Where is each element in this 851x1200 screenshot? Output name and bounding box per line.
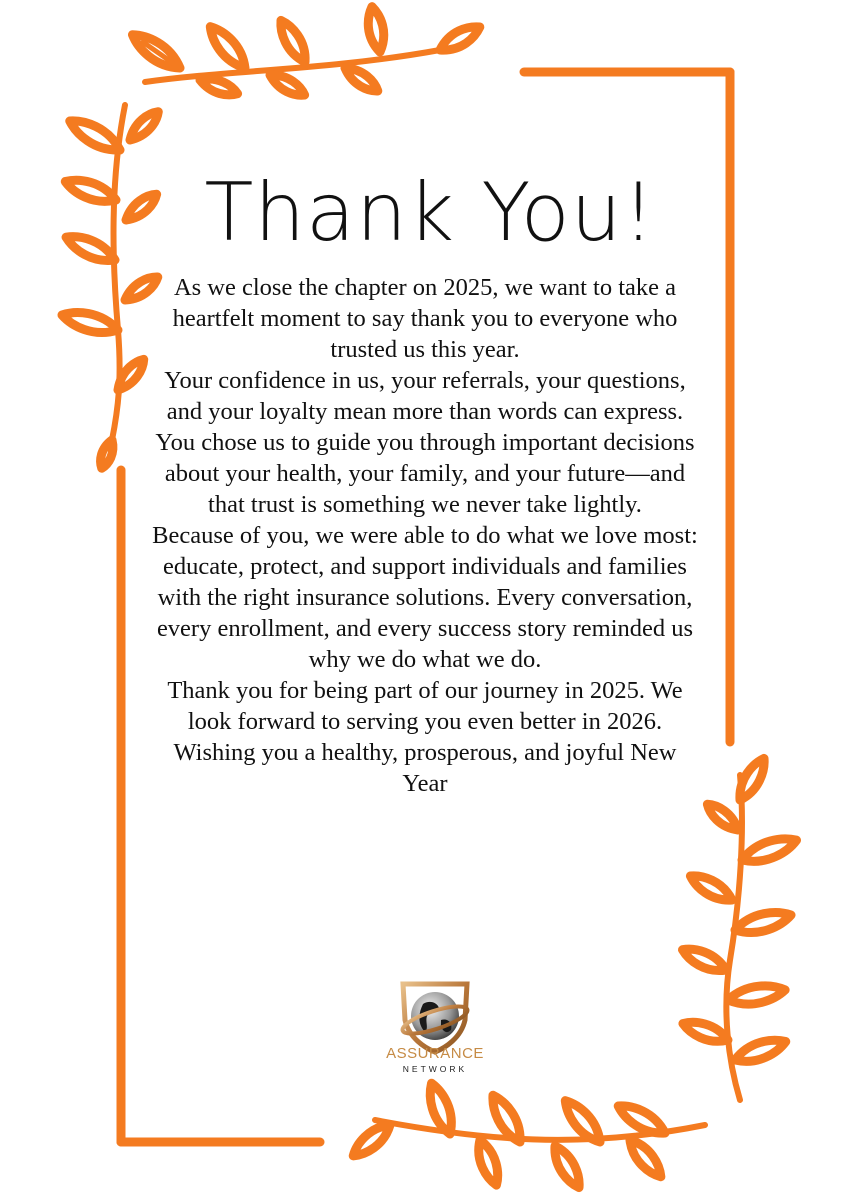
- globe-shield-icon: [385, 976, 485, 1056]
- message-paragraph: As we close the chapter on 2025, we want to take a heartfelt moment to say thank you to everyone who trusted us this year.: [172, 274, 678, 363]
- logo-name-line2: NETWORK: [402, 1064, 468, 1074]
- message-paragraph: Thank you for being part of our journey in 2025. We look forward to serving you even better in 2026.: [167, 677, 683, 735]
- company-logo: [385, 976, 485, 1086]
- message-paragraph: Wishing you a healthy, prosperous, and joyful New Year: [173, 739, 677, 797]
- logo-name-line1: ASSURANCE: [386, 1045, 484, 1062]
- vine-left-icon: [60, 105, 163, 470]
- vine-right-icon: [679, 755, 799, 1100]
- message-paragraph: Because of you, we were able to do what we love most: educate, protect, and support individuals and families with the right insurance solutions. Every conversation, every enrollment, and every success story reminded us why we do what we do.: [152, 522, 698, 673]
- message-paragraph: Your confidence in us, your referrals, your questions, and your loyalty mean more than words can express. You chose us to guide you through important decisions about your health, your family, and your future—and that trust is something we never take lightly.: [155, 367, 695, 518]
- page-title: Thank You!: [204, 166, 656, 259]
- vine-top-left-icon: [128, 5, 484, 100]
- vine-bottom-icon: [349, 1081, 705, 1192]
- message-body: [150, 272, 700, 799]
